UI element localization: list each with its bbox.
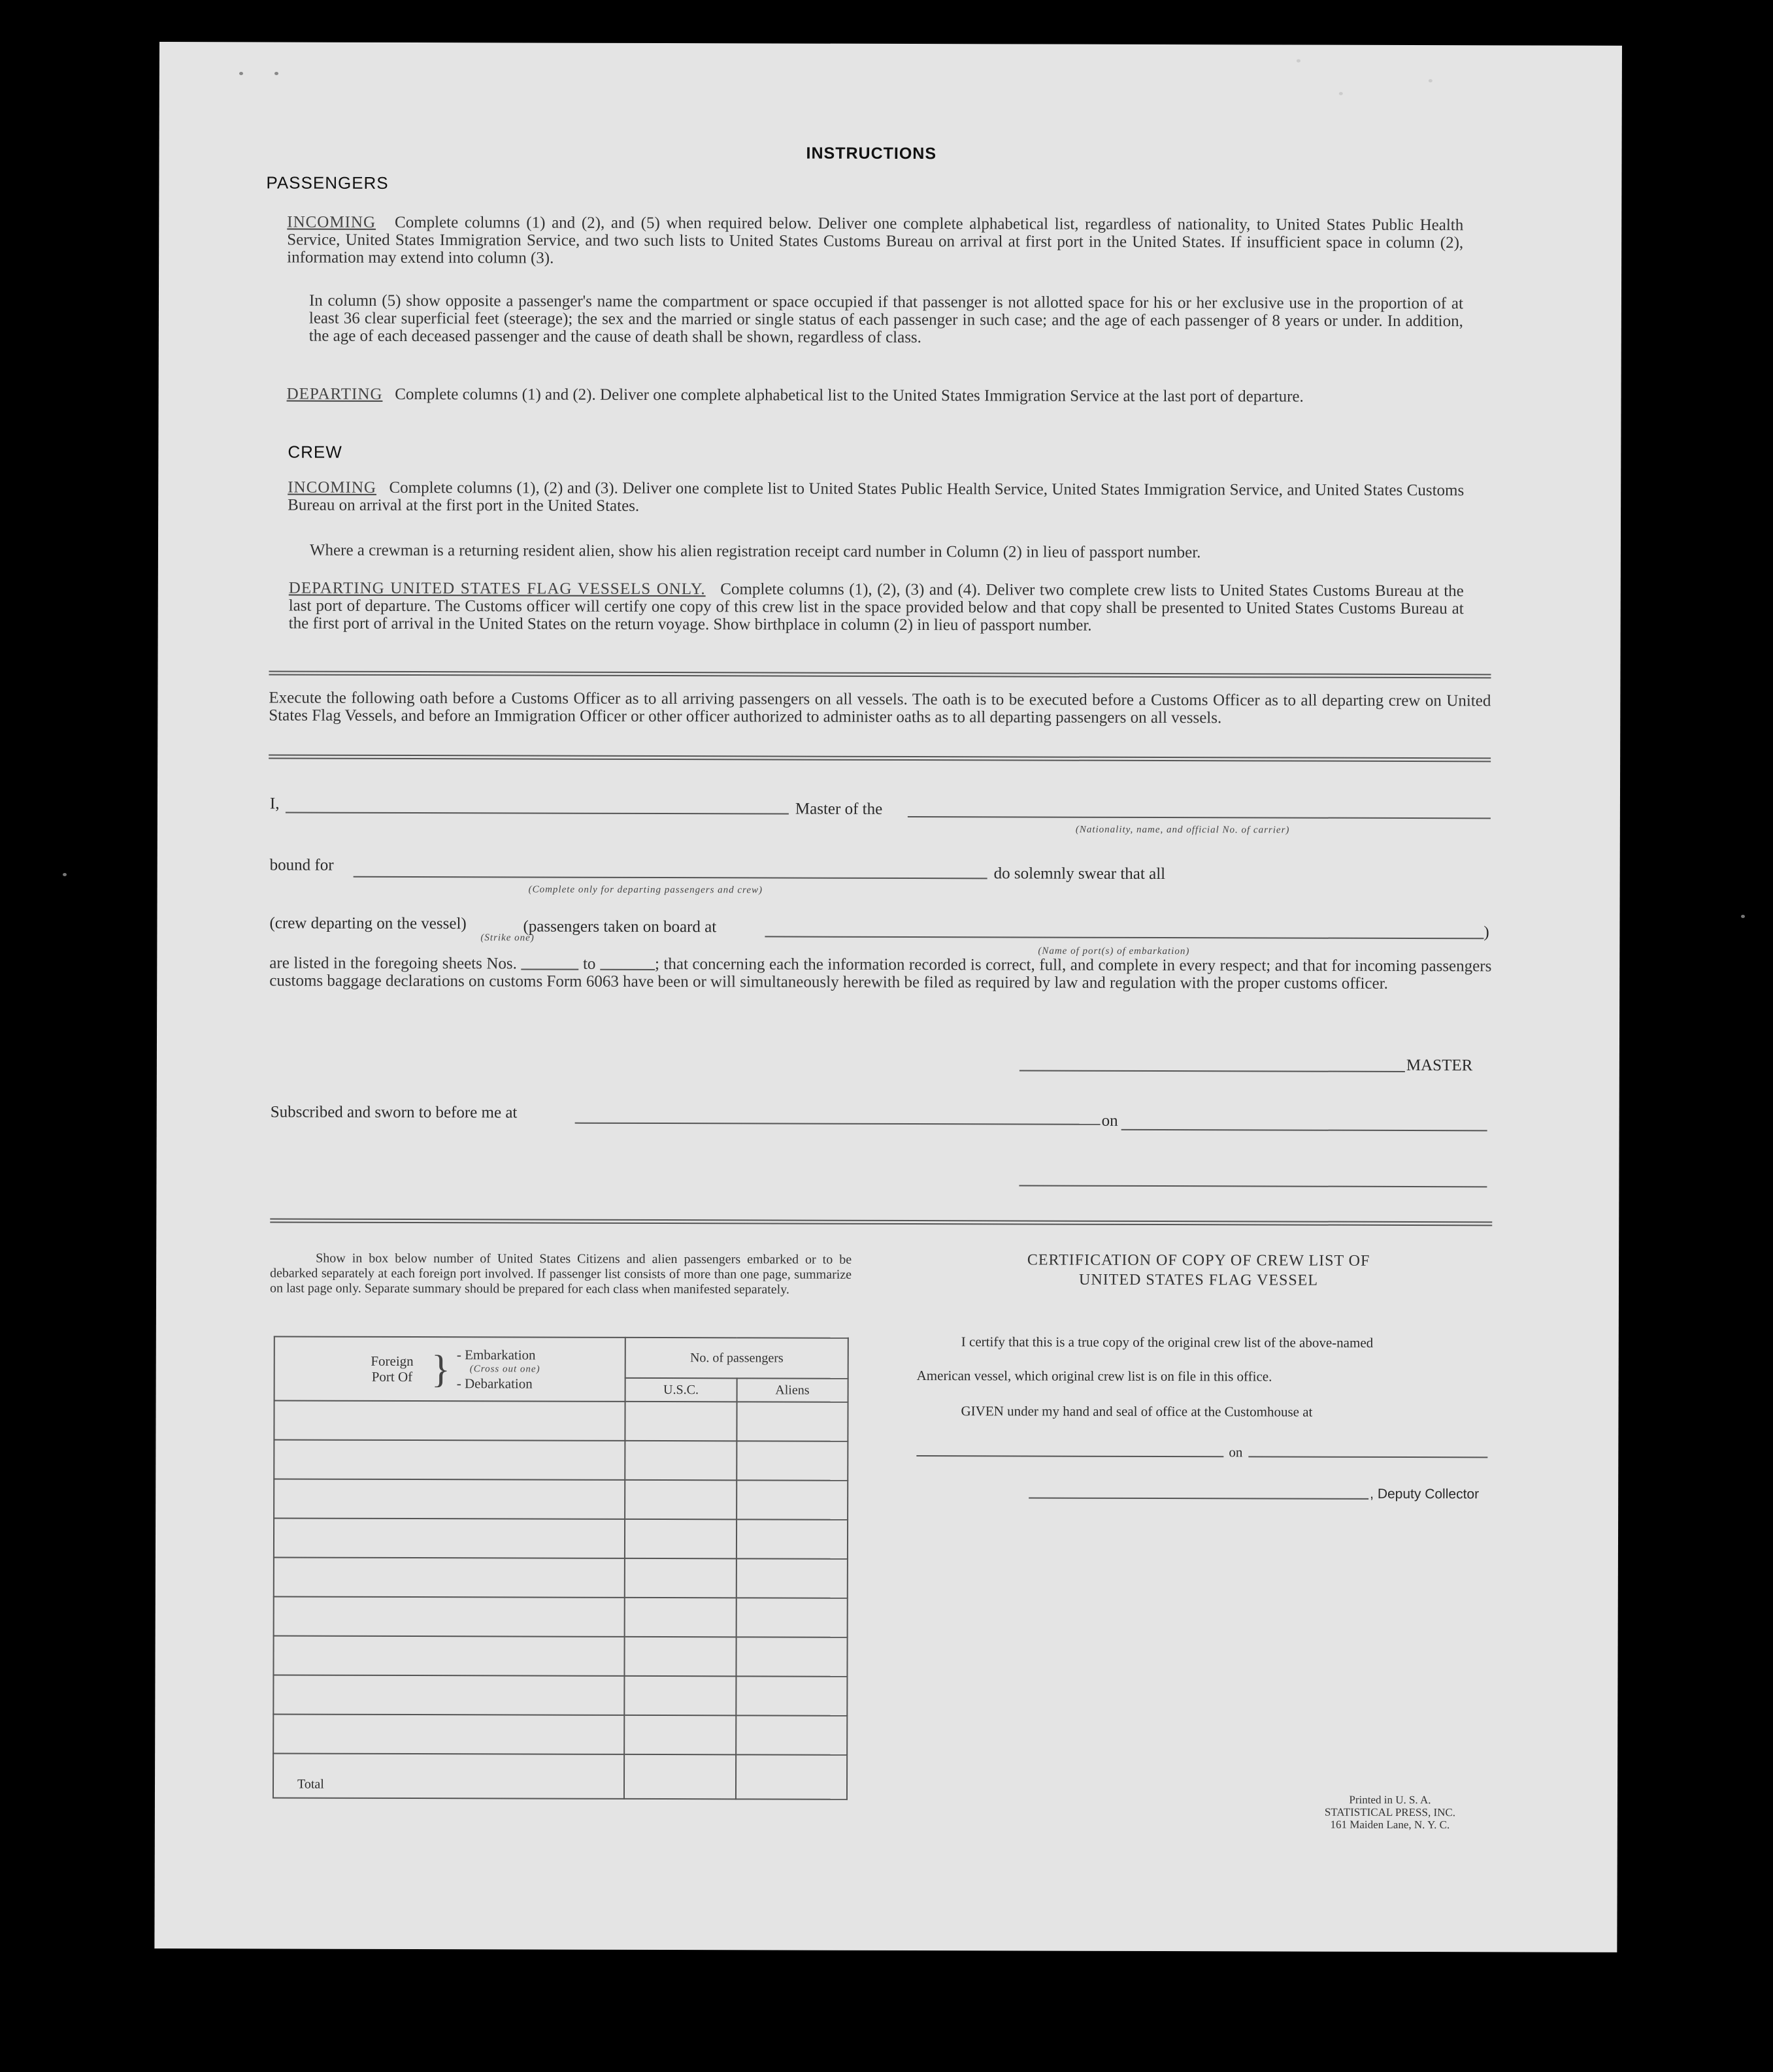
table-row [273,1675,847,1715]
cross-out-caption: (Cross out one) [469,1364,540,1375]
crew-incoming-text: Complete columns (1), (2) and (3). Deliver one complete list to United States Public Health Service, United States Immigration Service, and United States Customs Bureau on arrival at the first port in the United States. [288,478,1465,515]
passenger-summary-table [273,1336,849,1800]
sworn-date-field[interactable] [1121,1129,1487,1131]
master-label: MASTER [1406,1057,1473,1075]
carrier-field[interactable] [908,816,1491,819]
listed-block [269,954,1491,993]
officer-signature-field[interactable] [1019,1185,1487,1187]
divider-top [269,670,1491,678]
usc-label: U.S.C. [663,1382,699,1397]
scan-speck [1741,915,1745,918]
given-text: GIVEN under my hand and seal of office at the Customhouse at [961,1403,1313,1420]
aliens-cell[interactable] [736,1715,848,1754]
debarkation-label: - Debarkation [456,1375,533,1392]
table-header-row [274,1336,848,1378]
port-cell[interactable] [274,1400,625,1440]
crew-departing-text: Complete columns (1), (2), (3) and (4). Deliver two complete crew lists to United States Customs Bureau at the last port of departure. The Customs officer will certify one copy of this crew list in the space provided below and that copy shall be presented to United States Customs Bureau at the first port of arrival in the United States on the return voyage. Show birthplace in column (2) in lieu of passport number. [288,580,1464,634]
passengers-incoming-block [287,214,1463,270]
divider-bottom [270,1218,1492,1226]
master-name-field[interactable] [286,812,789,815]
cert-on-label: on [1229,1444,1243,1460]
column5-block [309,292,1463,348]
certify-line1: I certify that this is a true copy of the original crew list of the above-named [961,1334,1374,1351]
table-row [274,1596,848,1637]
usc-total-cell[interactable] [624,1754,736,1799]
aliens-cell[interactable] [737,1480,848,1519]
listed-to-label: to [582,955,596,973]
table-row [273,1714,847,1754]
usc-header [625,1378,737,1402]
passengers-heading: PASSENGERS [266,173,389,193]
deputy-label: , Deputy Collector [1370,1486,1480,1502]
crew-incoming-label: INCOMING [288,478,377,497]
customhouse-field[interactable] [916,1455,1223,1457]
sheet-to-field[interactable] [600,969,655,970]
embarkation-label: - Embarkation [456,1347,536,1363]
no-passengers-header [625,1338,848,1379]
table-row [274,1479,848,1519]
table-row [274,1400,848,1441]
port-cell[interactable] [274,1557,625,1597]
aliens-total-cell[interactable] [736,1754,848,1799]
bound-for-field[interactable] [354,876,987,880]
total-label: Total [297,1777,324,1792]
crew-resident-block [310,542,1464,563]
printer-line3: 161 Maiden Lane, N. Y. C. [1330,1818,1450,1832]
scan-speck [1297,59,1301,63]
usc-cell[interactable] [625,1558,737,1598]
bound-for-label: bound for [269,856,334,874]
passengers-departing-text: Complete columns (1) and (2). Deliver one complete alphabetical list to the United States Immigration Service at the last port of departure. [395,385,1304,406]
usc-cell[interactable] [625,1402,737,1441]
table-row [273,1636,847,1676]
port-cell[interactable] [273,1714,624,1754]
port-cell[interactable] [274,1479,625,1519]
form-page [154,42,1622,1952]
crew-departing-label: DEPARTING UNITED STATES FLAG VESSELS ONLY. [288,579,706,599]
printer-line2: STATISTICAL PRESS, INC. [1324,1805,1456,1819]
usc-cell[interactable] [625,1441,737,1480]
column5-text: In column (5) show opposite a passenger's name the compartment or space occupied if that passenger is not allotted space for his or her exclusive use in the proportion of at least 36 clear superficial feet (steerage); the sex and the married or single status of each passenger in such case; and the age of each passenger of 8 years or under. In addition, the age of each deceased passenger and the cause of death shall be shown, regardless of class. [308,291,1463,347]
crew-resident-text: Where a crewman is a returning resident alien, show his alien registration receipt card number in Column (2) in lieu of passport number. [309,541,1201,562]
usc-cell[interactable] [625,1637,737,1676]
passengers-departing-block [287,386,1463,406]
port-cell[interactable] [273,1675,624,1715]
carrier-caption: (Nationality, name, and official No. of carrier) [1075,824,1290,836]
usc-cell[interactable] [625,1519,737,1558]
port-caption: (Name of port(s) of embarkation) [1038,946,1190,957]
port-cell[interactable] [274,1439,625,1479]
cert-date-field[interactable] [1248,1456,1487,1458]
listed-text: ; that concerning each the information recorded is correct, full, and complete in every respect; and that for incoming passengers customs baggage declarations on customs Form 6063 have been or will simultaneously herewith be filed as required by law and regulation with the proper customs officer. [269,955,1492,993]
table-row [274,1518,848,1558]
printer-imprint [1299,1794,1482,1832]
crew-incoming-block [288,479,1464,518]
total-row [273,1753,847,1799]
scan-speck [239,72,243,75]
master-of-label: Master of the [795,800,883,818]
port-cell[interactable] [273,1636,624,1675]
foreign-port-label: Foreign Port Of [371,1353,414,1385]
aliens-cell[interactable] [736,1676,848,1715]
instructions-title: INSTRUCTIONS [806,144,937,163]
brace-icon: } [431,1347,450,1391]
certify-line2: American vessel, which original crew list is on file in this office. [916,1368,1272,1385]
passengers-departing-label: DEPARTING [286,385,383,403]
aliens-cell[interactable] [736,1637,848,1676]
crew-heading: CREW [288,442,342,462]
close-paren: ) [1483,923,1489,942]
master-signature-field[interactable] [1019,1070,1405,1072]
usc-cell[interactable] [625,1676,737,1715]
certification-title: CERTIFICATION OF COPY OF CREW LIST OF UNITED STATES FLAG VESSEL [1027,1251,1370,1289]
oath-intro-text: Execute the following oath before a Customs Officer as to all arriving passengers on all vessels. The oath is to be executed before a Customs Officer as to all departing crew on United States Flag Vessels, and before an Immigration Officer or other officer authorized to administer oaths as to all departing passengers on all vessels. [269,689,1491,727]
sworn-place-field[interactable] [575,1123,1101,1125]
oath-intro-block [269,689,1491,727]
scan-speck [1429,79,1433,82]
summary-instructions-text: Show in box below number of United States Citizens and alien passengers embarked or to be debarked separately at each foreign port involved. If passenger list consists of more than one page, summarize on last page only. Separate summary should be prepared for each class when manifested separately. [269,1251,852,1297]
bound-caption: (Complete only for departing passengers and crew) [528,884,763,896]
passengers-incoming-text: Complete columns (1) and (2), and (5) when required below. Deliver one complete alphabetical list, regardless of nationality, to United States Public Health Service, United States Immigration Service, and two such lists to United States Customs Bureau on arrival at first port in the United States. If insufficient space in column (2), information may extend into column (3). [287,213,1464,267]
port-header-cell [274,1336,625,1401]
swear-label: do solemnly swear that all [993,864,1166,883]
passengers-incoming-label: INCOMING [287,213,376,231]
scan-speck [1339,92,1343,95]
subscribed-label: Subscribed and sworn to before me at [270,1103,518,1122]
total-label-cell [273,1753,624,1798]
no-passengers-label: No. of passengers [689,1350,784,1366]
passengers-taken-option: (passengers taken on board at [523,917,717,936]
divider-oath [269,754,1491,762]
crew-departing-block [289,580,1464,636]
aliens-label: Aliens [775,1382,810,1398]
aliens-cell[interactable] [737,1441,848,1480]
aliens-header [737,1378,848,1402]
table-row [274,1557,848,1598]
printer-line1: Printed in U. S. A. [1349,1793,1431,1807]
port-cell[interactable] [274,1518,625,1558]
aliens-cell[interactable] [737,1402,848,1441]
usc-cell[interactable] [624,1715,736,1754]
usc-cell[interactable] [625,1480,737,1519]
embarkation-port-field[interactable] [765,936,1483,939]
aliens-cell[interactable] [737,1519,848,1558]
scan-speck [274,72,278,75]
aliens-cell[interactable] [736,1598,848,1637]
summary-instructions-block [270,1251,852,1297]
deputy-signature-field[interactable] [1029,1497,1368,1499]
usc-cell[interactable] [625,1598,737,1637]
scan-speck [63,873,67,876]
oath-i-label: I, [269,795,280,813]
listed-prefix: are listed in the foregoing sheets Nos. [269,954,517,973]
port-cell[interactable] [274,1596,625,1636]
table-row [274,1439,848,1480]
strike-caption: (Strike one) [480,932,535,944]
crew-departing-option: (crew departing on the vessel) [269,914,467,933]
aliens-cell[interactable] [736,1558,848,1598]
sworn-on-label: on [1101,1111,1118,1130]
sheet-from-field[interactable] [521,968,578,970]
